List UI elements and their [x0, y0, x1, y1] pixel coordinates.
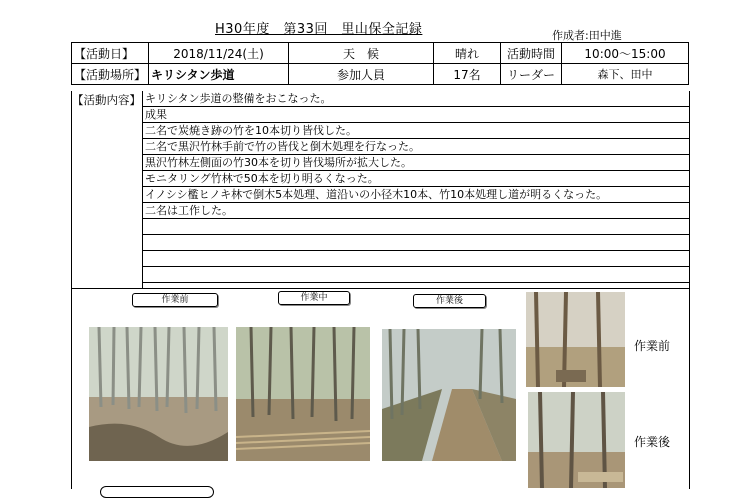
side-label-after: 作業後 — [634, 435, 671, 449]
leader-label: リーダー — [501, 64, 562, 85]
content-line: 黒沢竹林左側面の竹30本を切り皆伐場所が拡大した。 — [143, 155, 689, 171]
photo-side-after — [528, 392, 625, 488]
side-label-before: 作業前 — [634, 339, 671, 353]
photo-after — [382, 329, 516, 461]
time-value: 10:00〜15:00 — [562, 43, 689, 64]
activity-content — [71, 91, 690, 289]
content-label: 【活動内容】 — [72, 93, 141, 107]
author: 作成者:田中進 — [552, 29, 622, 42]
content-line: イノシシ檻ヒノキ林で倒木5本処理、道沿いの小径木10本、竹10本処理し道が明るくなった。 — [143, 187, 689, 203]
place-label: 【活動場所】 — [72, 64, 149, 85]
photo-section — [71, 288, 690, 489]
content-line: 二名で黒沢竹林手前で竹の皆伐と倒木処理を行なった。 — [143, 139, 689, 155]
content-line: キリシタン歩道の整備をおこなった。 — [143, 91, 689, 107]
leader-value: 森下、田中 — [562, 64, 689, 85]
date-label: 【活動日】 — [72, 43, 149, 64]
participants-value: 17名 — [434, 64, 501, 85]
photo-before — [89, 327, 228, 461]
content-line — [143, 235, 689, 251]
header-table — [71, 42, 689, 85]
photo-during — [236, 327, 370, 461]
content-line: 二名は工作した。 — [143, 203, 689, 219]
photo-side-before — [526, 292, 625, 387]
before-tab: 作業前 — [132, 293, 218, 307]
date-value: 2018/11/24(土) — [149, 43, 289, 64]
content-line — [143, 267, 689, 283]
weather-value: 晴れ — [434, 43, 501, 64]
weather-label: 天 候 — [289, 43, 434, 64]
during-tab: 作業中 — [278, 291, 350, 305]
place-value: キリシタン歩道 — [149, 64, 289, 85]
content-line: 二名で炭焼き跡の竹を10本切り皆伐した。 — [143, 123, 689, 139]
bottom-tab — [100, 486, 214, 498]
content-line — [143, 251, 689, 267]
time-label: 活動時間 — [501, 43, 562, 64]
after-tab: 作業後 — [413, 294, 486, 308]
content-line: 成果 — [143, 107, 689, 123]
content-line — [143, 219, 689, 235]
record-title: H30年度 第33回 里山保全記録 — [215, 22, 423, 37]
participants-label: 参加人員 — [289, 64, 434, 85]
content-line: モニタリング竹林で50本を切り明るくなった。 — [143, 171, 689, 187]
